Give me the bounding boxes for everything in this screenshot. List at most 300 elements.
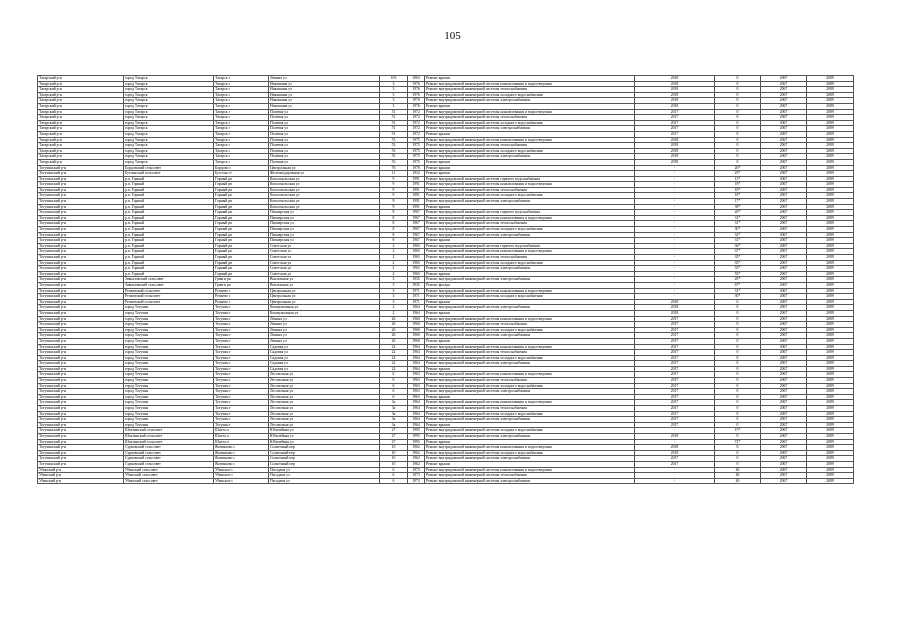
table-cell: Репьевский сельсовет [124,294,214,300]
table-cell: 8 [380,210,408,216]
table-cell: 2067 [761,434,807,440]
table-cell: 2089 [807,193,854,199]
table-cell: город Татарск [124,81,214,87]
table-cell: Ремонт внутридомовой инженерной системы теплоснабжения [425,221,635,227]
table-cell: Горный рп [214,260,269,266]
table-cell: Тогучинский р-н [38,322,124,328]
table-cell: Полевая ул [269,115,380,121]
table-cell: 51 [380,109,408,115]
table-cell: 2017 [635,344,715,350]
table-cell: Тогучинский р-н [38,238,124,244]
table-cell: 2089 [807,378,854,384]
table-cell: 2067 [761,378,807,384]
table-cell: 8 [380,227,408,233]
table-cell: город Тогучин [124,394,214,400]
table-cell: Ремонт внутридомовой инженерной системы холодного водоснабжения [425,148,635,154]
table-cell: Ремонт внутридомовой инженерной системы канализования и водоотведения [425,137,635,143]
table-cell: Ленина ул [269,333,380,339]
table-cell: Ремонт внутридомовой инженерной системы электроснабжения [425,361,635,367]
table-cell: Тогучинский р-н [38,450,124,456]
table-cell: - [635,232,715,238]
table-cell: Тогучинский р-н [38,294,124,300]
table-cell: Центральная ул [269,288,380,294]
table-cell: 0 [715,378,761,384]
table-cell: 2089 [807,143,854,149]
table-cell: Тогучин г [214,338,269,344]
table-cell: 3 [380,299,408,305]
table-cell: 1964 [408,350,425,356]
table-cell: 2067 [761,350,807,356]
table-cell: Ремонт внутридомовой инженерной системы холодного водоснабжения [425,355,635,361]
table-cell: 2089 [807,383,854,389]
table-cell: 2067 [761,322,807,328]
table-cell: 1964 [408,406,425,412]
table-cell: 40 [715,467,761,473]
table-cell: 2089 [807,450,854,456]
table-cell: 2067 [761,400,807,406]
table-cell: 2089 [807,322,854,328]
table-cell: Ремонт крыши [425,310,635,316]
table-cell: Репьево с [214,288,269,294]
table-cell: Шахтинский сельсовет [124,428,214,434]
table-cell: Горный рп [214,210,269,216]
table-cell: Завьяловский сельсовет [124,282,214,288]
table-cell: Тогучинский р-н [38,417,124,423]
table-cell: Татарск г [214,120,269,126]
table-cell: 0 [715,310,761,316]
table-cell: город Тогучин [124,383,214,389]
table-cell: 2089 [807,271,854,277]
table-cell: Горный рп [214,249,269,255]
table-cell: 2089 [807,394,854,400]
table-cell: Тогучинский р-н [38,355,124,361]
table-cell: 1963 [408,372,425,378]
table-cell: 2089 [807,266,854,272]
table-cell: Тогучинский р-н [38,182,124,188]
table-cell: Горный рп [214,199,269,205]
table-cell: - [635,260,715,266]
table-cell: Садовая ул [269,350,380,356]
table-cell: 2089 [807,389,854,395]
table-cell: 35* [715,255,761,261]
table-cell: - [635,238,715,244]
table-cell: 11 [380,171,408,177]
table-cell: Ремонт внутридомовой инженерной системы электроснабжения [425,456,635,462]
table-cell: 13* [715,176,761,182]
table-cell: Тогучинский р-н [38,333,124,339]
table-cell: Тогучин г [214,394,269,400]
table-cell: 2067 [761,439,807,445]
table-cell: Тогучинский р-н [38,305,124,311]
table-cell: 2067 [761,417,807,423]
table-cell: Лесовозная ул [269,406,380,412]
table-cell: 2067 [761,120,807,126]
table-cell: 2089 [807,154,854,160]
table-cell: Советская ул [269,255,380,261]
table-cell: Убинский р-н [38,478,124,484]
table-cell: Ремонт внутридомовой инженерной системы электроснабжения [425,478,635,484]
table-cell: 2067 [761,143,807,149]
table-cell: 1976 [408,92,425,98]
table-cell: 1995 [408,439,425,445]
table-cell: Пионерская ул [269,210,380,216]
table-cell: 2089 [807,461,854,467]
table-cell: р.п. Горный [124,210,214,216]
table-cell: 2018 [635,76,715,82]
table-cell: 1973 [408,467,425,473]
table-cell: Лесовозная ул [269,411,380,417]
table-cell: 1962 [408,456,425,462]
table-cell: 2017 [635,361,715,367]
table-cell: 2067 [761,187,807,193]
table-cell: - [635,249,715,255]
table-cell: Садовая ул [269,361,380,367]
table-cell: Тогучин г [214,305,269,311]
table-cell: Ремонт внутридомовой инженерной системы электроснабжения [425,417,635,423]
table-cell: 1960 [408,333,425,339]
table-cell: 1964 [408,411,425,417]
table-cell: Ленина ул [269,327,380,333]
table-cell: 36* [715,243,761,249]
table-cell: 2018 [635,299,715,305]
table-cell: Юбилейная ул [269,439,380,445]
table-cell: 20* [715,210,761,216]
table-cell: 2089 [807,199,854,205]
table-cell: Комсомольская ул [269,193,380,199]
table-cell: 1991 [408,182,425,188]
table-cell: 0 [715,434,761,440]
table-cell: - [635,182,715,188]
table-cell: 2017 [635,322,715,328]
table-cell: Железнодорожная ул [269,171,380,177]
table-cell: 1935 [408,277,425,283]
table-cell: Ремонт внутридомовой инженерной системы канализования и водоотведения [425,344,635,350]
table-cell: 1962 [408,461,425,467]
table-cell: Центральная ул [269,299,380,305]
table-cell: 2018 [635,92,715,98]
table-cell: 1972 [408,109,425,115]
table-cell: Тогучин г [214,344,269,350]
table-cell: 9 [380,193,408,199]
table-cell: - [635,277,715,283]
table-cell: Убинский сельсовет [124,478,214,484]
table-cell: Полевая ул [269,143,380,149]
table-cell: 1963 [408,389,425,395]
table-cell: Татарский р-н [38,148,124,154]
table-cell: 2089 [807,103,854,109]
table-cell: Тогучинский р-н [38,372,124,378]
table-cell: Татарский р-н [38,137,124,143]
table-cell: Горный рп [214,193,269,199]
table-cell: 10 [380,456,408,462]
table-cell: 3 [380,277,408,283]
table-cell: 2089 [807,344,854,350]
table-cell: 2067 [761,193,807,199]
table-cell: 1995 [408,434,425,440]
table-cell: 2067 [761,98,807,104]
table-cell: 22 [380,361,408,367]
table-cell: Ремонт крыши [425,299,635,305]
table-cell: Тогучин г [214,417,269,423]
table-cell: Тогучинский р-н [38,310,124,316]
table-cell: Тогучинский р-н [38,260,124,266]
table-cell: Ремонт фасада [425,282,635,288]
table-cell: Тогучин г [214,366,269,372]
table-cell: Советская ул [269,249,380,255]
table-cell: Тогучинский р-н [38,255,124,261]
table-cell: Татарск г [214,87,269,93]
table-cell: 31* [715,288,761,294]
table-cell: 0 [715,316,761,322]
table-cell: 2089 [807,210,854,216]
table-cell: 9 [380,176,408,182]
table-cell: 2 [380,305,408,311]
table-cell: 1964 [408,355,425,361]
table-cell: город Тогучин [124,389,214,395]
table-cell: Ремонт внутридомовой инженерной системы канализования и водоотведения [425,215,635,221]
table-cell: 0 [715,126,761,132]
table-cell: Ремонт внутридомовой инженерной системы теплоснабжения [425,322,635,328]
table-cell: 2089 [807,109,854,115]
table-cell: 2089 [807,131,854,137]
page-number: 105 [444,30,461,42]
table-cell: 2067 [761,103,807,109]
table-cell: 1964 [408,366,425,372]
table-cell: 2067 [761,243,807,249]
table-cell: Пионерская ул [269,215,380,221]
table-cell: Лесовозная ул [269,422,380,428]
table-cell: Тогучинский р-н [38,400,124,406]
table-cell: Ремонт крыши [425,338,635,344]
table-cell: 2067 [761,137,807,143]
table-cell: р.п. Горный [124,255,214,261]
table-cell: Ремонт внутридомовой инженерной системы теплоснабжения [425,378,635,384]
table-cell: Садовая ул [269,355,380,361]
table-cell: Комсомольская ул [269,176,380,182]
table-cell: 1960 [408,327,425,333]
table-cell: Горный рп [214,187,269,193]
table-cell: 2067 [761,238,807,244]
table-cell: 1978 [408,165,425,171]
table-cell: 1964 [408,305,425,311]
table-cell: 53 [380,137,408,143]
table-cell: город Татарск [124,126,214,132]
table-cell: 27 [380,428,408,434]
table-cell: 53 [380,154,408,160]
table-cell: 2089 [807,115,854,121]
table-cell: город Тогучин [124,422,214,428]
table-cell: 2017 [635,461,715,467]
table-cell: Ремонт внутридомовой инженерной системы горячего водоснабжения [425,210,635,216]
table-cell: Тогучинский р-н [38,227,124,233]
table-cell: 0 [715,372,761,378]
table-cell: Татарский р-н [38,126,124,132]
table-cell: 1991 [408,187,425,193]
table-cell: 2067 [761,344,807,350]
table-cell: Тогучин г [214,310,269,316]
table-cell: Шахтинский сельсовет [124,434,214,440]
table-cell: 2089 [807,81,854,87]
table-cell: 1991 [408,204,425,210]
table-cell: 2089 [807,221,854,227]
table-cell: город Тогучин [124,378,214,384]
table-cell: Ремонт внутридомовой инженерной системы холодного водоснабжения [425,193,635,199]
table-cell: 0 [715,137,761,143]
table-cell: город Тогучин [124,400,214,406]
table-cell: 0 [715,355,761,361]
table-cell: 1965 [408,255,425,261]
table-cell: 2089 [807,260,854,266]
table-cell: 2017 [635,120,715,126]
table-cell: 0 [715,327,761,333]
table-cell: 26 [380,333,408,339]
table-cell: Тогучинский р-н [38,316,124,322]
table-cell: 26 [380,338,408,344]
table-cell: город Тогучин [124,366,214,372]
table-cell: Татарский р-н [38,154,124,160]
table-cell: Ремонт внутридомовой инженерной системы канализования и водоотведения [425,372,635,378]
table-cell: город Тогучин [124,322,214,328]
table-cell: Коммунальная ул [269,310,380,316]
table-cell: 2089 [807,456,854,462]
table-cell: 2089 [807,316,854,322]
table-cell: 40 [715,478,761,484]
table-cell: р.п. Горный [124,243,214,249]
table-cell: 3 [380,92,408,98]
table-cell: 2067 [761,422,807,428]
table-cell: 2089 [807,165,854,171]
table-cell: 2067 [761,456,807,462]
table-cell: Тогучинский р-н [38,221,124,227]
table-cell: 2067 [761,76,807,82]
table-cell: Лесовозная ул [269,378,380,384]
table-cell: 26 [380,316,408,322]
table-cell: 2017 [635,389,715,395]
table-cell: город Татарск [124,87,214,93]
table-cell: 2067 [761,148,807,154]
table-cell: 1965 [408,271,425,277]
table-cell: 30* [715,227,761,233]
table-cell: 31* [715,215,761,221]
table-cell: 1960 [408,322,425,328]
table-cell: Тогучинский р-н [38,411,124,417]
table-cell: 2089 [807,148,854,154]
table-cell: 0 [715,389,761,395]
table-cell: Горный рп [214,243,269,249]
table-cell: Тогучин г [214,378,269,384]
table-cell: Тогучинский р-н [38,176,124,182]
table-cell: 2017 [635,383,715,389]
table-cell: Тогучинский р-н [38,422,124,428]
table-cell: город Тогучин [124,344,214,350]
table-cell: Янченково с [214,456,269,462]
table-cell: Татарск г [214,98,269,104]
table-cell: 1975 [408,154,425,160]
table-cell: 1932 [408,171,425,177]
table-cell: р.п. Горный [124,271,214,277]
table-cell: 2089 [807,478,854,484]
table-cell: Юбилейная ул [269,428,380,434]
table-cell: Тогучин г [214,422,269,428]
table-cell: 2017 [635,355,715,361]
table-cell: Ремонт внутридомовой инженерной системы теплоснабжения [425,143,635,149]
table-cell: 1963 [408,378,425,384]
table-cell: Татарск г [214,137,269,143]
table-cell: 2 [380,260,408,266]
table-cell: город Тогучин [124,305,214,311]
table-cell: город Татарск [124,103,214,109]
table-cell: 37* [715,249,761,255]
table-cell: 22 [380,355,408,361]
table-cell: 39* [715,204,761,210]
table-cell: Садовая ул [269,344,380,350]
table-cell: - [635,467,715,473]
table-cell: 10 [380,461,408,467]
table-cell: Ремонт внутридомовой инженерной системы электроснабжения [425,305,635,311]
table-cell: 0 [715,411,761,417]
table-cell: 2067 [761,260,807,266]
table-cell: 2067 [761,305,807,311]
table-cell: 2017 [635,333,715,339]
table-cell: 2018 [635,103,715,109]
table-cell: 0 [715,98,761,104]
table-cell: город Тогучин [124,411,214,417]
table-cell: Юбилейная ул [269,434,380,440]
table-cell: 2067 [761,310,807,316]
table-cell: 1972 [408,131,425,137]
table-cell: Горный рп [214,271,269,277]
table-cell: 2018 [635,159,715,165]
table-cell: 2067 [761,126,807,132]
table-cell: 2 [380,249,408,255]
table-cell: Тогучинский р-н [38,243,124,249]
table-cell: 1971 [408,294,425,300]
table-cell: Татарский р-н [38,81,124,87]
table-cell: Центральная ул [269,294,380,300]
table-cell: Тогучин г [214,400,269,406]
table-cell: 2089 [807,215,854,221]
table-cell: 3 [380,81,408,87]
table-cell: город Тогучин [124,327,214,333]
table-cell: город Тогучин [124,406,214,412]
table-cell: Тогучин г [214,372,269,378]
table-cell: 2017 [635,417,715,423]
table-cell: 2 [380,266,408,272]
table-cell: Ремонт внутридомовой инженерной системы теплоснабжения [425,255,635,261]
table-cell: Ремонт внутридомовой инженерной системы теплоснабжения [425,473,635,479]
table-cell: город Татарск [124,137,214,143]
table-cell: Тогучин г [214,383,269,389]
table-cell: Ремонт внутридомовой инженерной системы теплоснабжения [425,187,635,193]
table-cell: Тогучинский р-н [38,288,124,294]
table-cell: 0 [715,322,761,328]
table-cell: Лесовозная ул [269,417,380,423]
table-cell: Тогучинский р-н [38,461,124,467]
table-cell: 0 [715,92,761,98]
table-cell: Ремонт внутридомовой инженерной системы электроснабжения [425,199,635,205]
table-cell: 3а [380,400,408,406]
table-cell: 0 [715,120,761,126]
table-cell: 0 [715,422,761,428]
table-cell: Ремонт крыши [425,422,635,428]
table-cell: 1972 [408,120,425,126]
table-cell: Убинское с [214,467,269,473]
table-cell: 2067 [761,255,807,261]
table-cell: Пионерская ул [269,221,380,227]
table-cell: Ремонт внутридомовой инженерной системы канализования и водоотведения [425,445,635,451]
table-cell: 2067 [761,299,807,305]
table-cell: 2089 [807,473,854,479]
